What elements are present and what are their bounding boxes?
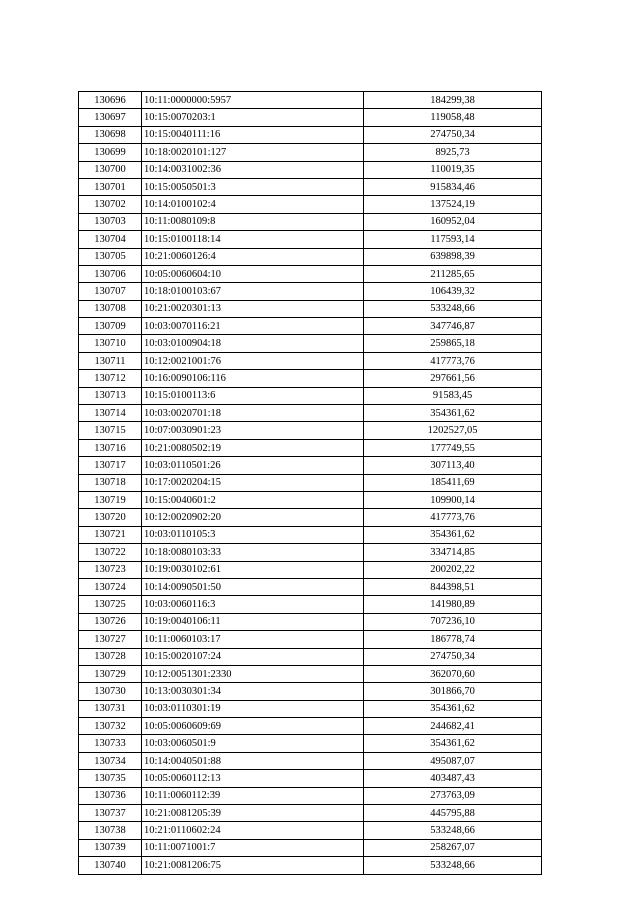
amount-cell: 533248,66 — [364, 822, 542, 839]
amount-cell: 109900,14 — [364, 491, 542, 508]
row-number-cell: 130720 — [79, 509, 142, 526]
table-row — [79, 718, 542, 735]
cadastral-number-cell: 10:11:0080109:8 — [142, 213, 364, 230]
cadastral-number-cell: 10:03:0020701:18 — [142, 405, 364, 422]
row-number-cell: 130727 — [79, 631, 142, 648]
amount-cell: 117593,14 — [364, 231, 542, 248]
row-number-cell: 130699 — [79, 144, 142, 161]
table-row — [79, 805, 542, 822]
row-number-cell: 130715 — [79, 422, 142, 439]
cadastral-number-cell: 10:18:0100103:67 — [142, 283, 364, 300]
table-row — [79, 196, 542, 213]
row-number-cell: 130716 — [79, 439, 142, 456]
table-row — [79, 613, 542, 630]
row-number-cell: 130729 — [79, 665, 142, 682]
row-number-cell: 130732 — [79, 718, 142, 735]
row-number-cell: 130730 — [79, 683, 142, 700]
cadastral-number-cell: 10:03:0060116:3 — [142, 596, 364, 613]
row-number-cell: 130733 — [79, 735, 142, 752]
row-number-cell: 130719 — [79, 491, 142, 508]
amount-cell: 354361,62 — [364, 700, 542, 717]
cadastral-number-cell: 10:05:0060609:69 — [142, 718, 364, 735]
cadastral-number-cell: 10:15:0070203:1 — [142, 109, 364, 126]
amount-cell: 639898,39 — [364, 248, 542, 265]
row-number-cell: 130708 — [79, 300, 142, 317]
row-number-cell: 130718 — [79, 474, 142, 491]
amount-cell: 274750,34 — [364, 126, 542, 143]
row-number-cell: 130739 — [79, 839, 142, 856]
table-row — [79, 439, 542, 456]
row-number-cell: 130710 — [79, 335, 142, 352]
row-number-cell: 130721 — [79, 526, 142, 543]
row-number-cell: 130701 — [79, 178, 142, 195]
table-row — [79, 248, 542, 265]
table-row — [79, 648, 542, 665]
cadastral-number-cell: 10:15:0100113:6 — [142, 387, 364, 404]
table-row — [79, 474, 542, 491]
table-row — [79, 544, 542, 561]
amount-cell: 417773,76 — [364, 352, 542, 369]
cadastral-number-cell: 10:17:0020204:15 — [142, 474, 364, 491]
cadastral-number-cell: 10:18:0020101:127 — [142, 144, 364, 161]
cadastral-number-cell: 10:03:0110105:3 — [142, 526, 364, 543]
amount-cell: 8925,73 — [364, 144, 542, 161]
amount-cell: 137524,19 — [364, 196, 542, 213]
amount-cell: 445795,88 — [364, 805, 542, 822]
amount-cell: 1202527,05 — [364, 422, 542, 439]
row-number-cell: 130712 — [79, 370, 142, 387]
amount-cell: 844398,51 — [364, 578, 542, 595]
cadastral-number-cell: 10:11:0060112:39 — [142, 787, 364, 804]
amount-cell: 141980,89 — [364, 596, 542, 613]
amount-cell: 119058,48 — [364, 109, 542, 126]
row-number-cell: 130717 — [79, 457, 142, 474]
cadastral-number-cell: 10:21:0020301:13 — [142, 300, 364, 317]
cadastral-number-cell: 10:11:0060103:17 — [142, 631, 364, 648]
row-number-cell: 130709 — [79, 318, 142, 335]
cadastral-number-cell: 10:14:0090501:50 — [142, 578, 364, 595]
cadastral-number-cell: 10:11:0000000:5957 — [142, 92, 364, 109]
amount-cell: 259865,18 — [364, 335, 542, 352]
row-number-cell: 130728 — [79, 648, 142, 665]
amount-cell: 915834,46 — [364, 178, 542, 195]
amount-cell: 106439,32 — [364, 283, 542, 300]
amount-cell: 200202,22 — [364, 561, 542, 578]
cadastral-number-cell: 10:21:0110602:24 — [142, 822, 364, 839]
row-number-cell: 130705 — [79, 248, 142, 265]
amount-cell: 403487,43 — [364, 770, 542, 787]
table-row — [79, 857, 542, 874]
amount-cell: 354361,62 — [364, 405, 542, 422]
amount-cell: 354361,62 — [364, 526, 542, 543]
cadastral-number-cell: 10:03:0060501:9 — [142, 735, 364, 752]
cadastral-number-cell: 10:12:0020902:20 — [142, 509, 364, 526]
table-row — [79, 578, 542, 595]
records-table-body — [79, 92, 542, 875]
table-row — [79, 231, 542, 248]
table-row — [79, 92, 542, 109]
row-number-cell: 130731 — [79, 700, 142, 717]
amount-cell: 110019,35 — [364, 161, 542, 178]
amount-cell: 362070,60 — [364, 665, 542, 682]
cadastral-number-cell: 10:16:0090106:116 — [142, 370, 364, 387]
cadastral-number-cell: 10:05:0060604:10 — [142, 265, 364, 282]
table-row — [79, 283, 542, 300]
cadastral-number-cell: 10:03:0100904:18 — [142, 335, 364, 352]
table-row — [79, 405, 542, 422]
table-row — [79, 596, 542, 613]
cadastral-number-cell: 10:15:0040111:16 — [142, 126, 364, 143]
row-number-cell: 130736 — [79, 787, 142, 804]
amount-cell: 347746,87 — [364, 318, 542, 335]
row-number-cell: 130704 — [79, 231, 142, 248]
table-row — [79, 144, 542, 161]
row-number-cell: 130722 — [79, 544, 142, 561]
row-number-cell: 130700 — [79, 161, 142, 178]
table-row — [79, 561, 542, 578]
records-table — [78, 91, 542, 875]
table-row — [79, 770, 542, 787]
row-number-cell: 130698 — [79, 126, 142, 143]
table-row — [79, 126, 542, 143]
table-row — [79, 300, 542, 317]
row-number-cell: 130713 — [79, 387, 142, 404]
row-number-cell: 130711 — [79, 352, 142, 369]
table-row — [79, 178, 542, 195]
amount-cell: 707236,10 — [364, 613, 542, 630]
table-row — [79, 700, 542, 717]
table-row — [79, 387, 542, 404]
row-number-cell: 130703 — [79, 213, 142, 230]
cadastral-number-cell: 10:05:0060112:13 — [142, 770, 364, 787]
cadastral-number-cell: 10:14:0031002:36 — [142, 161, 364, 178]
cadastral-number-cell: 10:13:0030301:34 — [142, 683, 364, 700]
table-row — [79, 526, 542, 543]
amount-cell: 297661,56 — [364, 370, 542, 387]
table-row — [79, 422, 542, 439]
table-row — [79, 335, 542, 352]
amount-cell: 354361,62 — [364, 735, 542, 752]
cadastral-number-cell: 10:11:0071001:7 — [142, 839, 364, 856]
cadastral-number-cell: 10:14:0100102:4 — [142, 196, 364, 213]
amount-cell: 91583,45 — [364, 387, 542, 404]
amount-cell: 301866,70 — [364, 683, 542, 700]
amount-cell: 244682,41 — [364, 718, 542, 735]
cadastral-number-cell: 10:15:0040601:2 — [142, 491, 364, 508]
table-row — [79, 822, 542, 839]
cadastral-number-cell: 10:21:0080502:19 — [142, 439, 364, 456]
table-row — [79, 631, 542, 648]
amount-cell: 334714,85 — [364, 544, 542, 561]
table-row — [79, 213, 542, 230]
row-number-cell: 130734 — [79, 752, 142, 769]
table-row — [79, 352, 542, 369]
amount-cell: 186778,74 — [364, 631, 542, 648]
amount-cell: 273763,09 — [364, 787, 542, 804]
row-number-cell: 130726 — [79, 613, 142, 630]
row-number-cell: 130725 — [79, 596, 142, 613]
amount-cell: 185411,69 — [364, 474, 542, 491]
table-row — [79, 752, 542, 769]
table-row — [79, 839, 542, 856]
table-row — [79, 491, 542, 508]
cadastral-number-cell: 10:18:0080103:33 — [142, 544, 364, 561]
table-row — [79, 370, 542, 387]
row-number-cell: 130696 — [79, 92, 142, 109]
cadastral-number-cell: 10:03:0110301:19 — [142, 700, 364, 717]
table-row — [79, 457, 542, 474]
amount-cell: 417773,76 — [364, 509, 542, 526]
cadastral-number-cell: 10:03:0070116:21 — [142, 318, 364, 335]
cadastral-number-cell: 10:12:0021001:76 — [142, 352, 364, 369]
amount-cell: 160952,04 — [364, 213, 542, 230]
table-row — [79, 161, 542, 178]
row-number-cell: 130714 — [79, 405, 142, 422]
cadastral-number-cell: 10:14:0040501:88 — [142, 752, 364, 769]
table-row — [79, 318, 542, 335]
amount-cell: 211285,65 — [364, 265, 542, 282]
row-number-cell: 130697 — [79, 109, 142, 126]
table-row — [79, 787, 542, 804]
cadastral-number-cell: 10:15:0100118:14 — [142, 231, 364, 248]
cadastral-number-cell: 10:19:0040106:11 — [142, 613, 364, 630]
cadastral-number-cell: 10:03:0110501:26 — [142, 457, 364, 474]
cadastral-number-cell: 10:07:0030901:23 — [142, 422, 364, 439]
cadastral-number-cell: 10:21:0081206:75 — [142, 857, 364, 874]
amount-cell: 533248,66 — [364, 857, 542, 874]
cadastral-number-cell: 10:12:0051301:2330 — [142, 665, 364, 682]
row-number-cell: 130724 — [79, 578, 142, 595]
amount-cell: 184299,38 — [364, 92, 542, 109]
table-row — [79, 665, 542, 682]
table-row — [79, 265, 542, 282]
row-number-cell: 130706 — [79, 265, 142, 282]
cadastral-number-cell: 10:15:0020107:24 — [142, 648, 364, 665]
amount-cell: 533248,66 — [364, 300, 542, 317]
row-number-cell: 130723 — [79, 561, 142, 578]
amount-cell: 495087,07 — [364, 752, 542, 769]
row-number-cell: 130735 — [79, 770, 142, 787]
cadastral-number-cell: 10:21:0060126:4 — [142, 248, 364, 265]
row-number-cell: 130737 — [79, 805, 142, 822]
cadastral-number-cell: 10:21:0081205:39 — [142, 805, 364, 822]
table-row — [79, 735, 542, 752]
row-number-cell: 130740 — [79, 857, 142, 874]
amount-cell: 258267,07 — [364, 839, 542, 856]
amount-cell: 177749,55 — [364, 439, 542, 456]
table-row — [79, 683, 542, 700]
row-number-cell: 130738 — [79, 822, 142, 839]
table-row — [79, 109, 542, 126]
cadastral-number-cell: 10:15:0050501:3 — [142, 178, 364, 195]
cadastral-number-cell: 10:19:0030102:61 — [142, 561, 364, 578]
row-number-cell: 130702 — [79, 196, 142, 213]
amount-cell: 307113,40 — [364, 457, 542, 474]
table-row — [79, 509, 542, 526]
row-number-cell: 130707 — [79, 283, 142, 300]
amount-cell: 274750,34 — [364, 648, 542, 665]
